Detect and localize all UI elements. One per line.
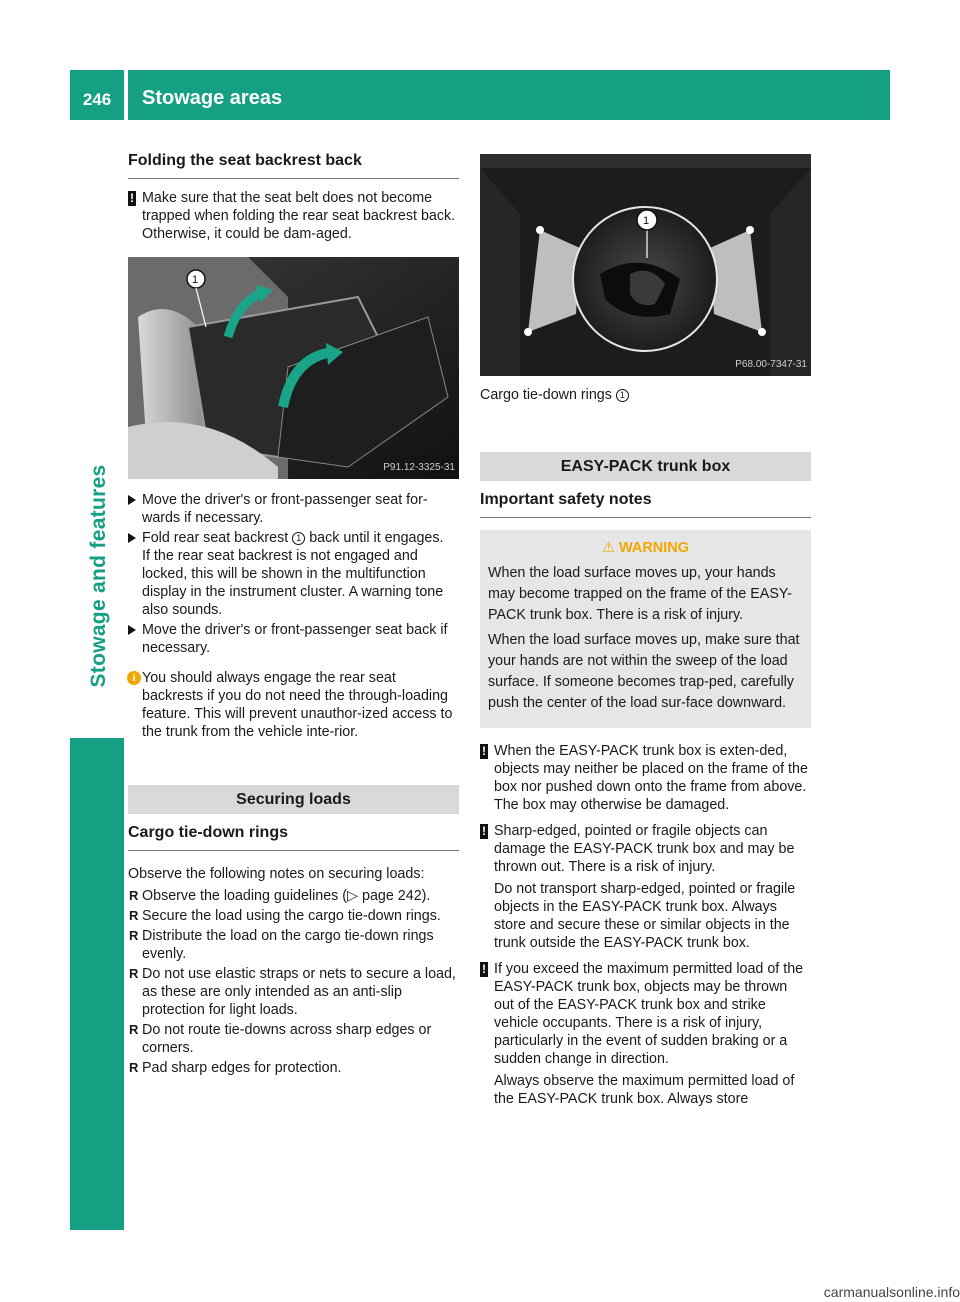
- bullet-icon: R: [129, 928, 139, 943]
- bullet-icon: R: [129, 1060, 139, 1075]
- list-item: R Pad sharp edges for protection.: [129, 1060, 342, 1076]
- right-column: [480, 152, 811, 1108]
- caution-note-fold: ! Make sure that the seat belt does not become trapped when folding the rear seat backrest back. Otherwise, it could be dam-aged.: [130, 190, 456, 242]
- step-arrow-icon: [128, 625, 136, 635]
- step-move-seat-forward: Move the driver's or front-passenger seat for-wards if necessary.: [128, 491, 459, 527]
- observe-intro: Observe the following notes on securing loads:: [128, 866, 425, 882]
- securing-list: [128, 887, 459, 1077]
- side-tab-label: Stowage and features: [87, 464, 110, 688]
- step-move-seat-back: Move the driver's or front-passenger seat back if necessary.: [128, 621, 459, 657]
- list-item: R Secure the load using the cargo tie-down rings.: [129, 908, 441, 924]
- caution-note-sharp-detail: Do not transport sharp-edged, pointed or fragile objects in the EASY-PACK trunk box. Always store and secure these or similar objects in the trunk outside the EASY-PACK trunk box.: [494, 881, 796, 951]
- left-column: [128, 152, 459, 1079]
- warning-text-1: When the load surface moves up, your hands may become trapped on the frame of the EASY-PACK trunk box. There is a risk of injury.: [488, 565, 792, 623]
- info-note: i You should always engage the rear seat backrests if you do not need the through-loading feature. This will prevent unauthor-ized access to the trunk from the vehicle inte-rior.: [128, 669, 459, 741]
- heading-folding: Folding the seat backrest back: [128, 152, 459, 179]
- step-arrow-icon: [128, 533, 136, 543]
- warning-triangle-icon: ⚠: [601, 540, 615, 556]
- caution-icon: !: [130, 191, 134, 205]
- image1-callout: 1: [192, 274, 199, 286]
- caution-icon: !: [482, 824, 486, 838]
- step-arrow-icon: [128, 495, 136, 505]
- page-title: Stowage areas: [128, 70, 890, 120]
- bullet-icon: R: [129, 966, 139, 981]
- list-item: R Distribute the load on the cargo tie-down rings evenly.: [129, 928, 434, 962]
- cargo-rings-photo: [480, 154, 811, 376]
- bullet-icon: R: [129, 1022, 139, 1037]
- caution-note-load: ! If you exceed the maximum permitted load of the EASY-PACK trunk box, objects may be thrown out of the EASY-PACK trunk box and strike vehicle occupants. There is a risk of injury, particularly in the event of sudden braking or a sudden change in direction. Always observe the maximum permitted load of the EASY-PACK trunk box. Always store: [480, 960, 811, 1108]
- caution-note-sharp: ! Sharp-edged, pointed or fragile objects can damage the EASY-PACK trunk box and may be thrown out. There is a risk of injury. Do not transport sharp-edged, pointed or fragile objects in the EASY-PACK trunk box. Always store and secure these or similar objects in the trunk outside the EASY-PACK trunk box.: [480, 822, 811, 952]
- list-item: R Do not route tie-downs across sharp edges or corners.: [129, 1022, 432, 1056]
- list-item: R Observe the loading guidelines (▷ page 242).: [129, 888, 431, 904]
- caution-note-extended: ! When the EASY-PACK trunk box is exten-ded, objects may neither be placed on the frame of the box nor pushed down onto the frame from above. The box may otherwise be damaged.: [482, 743, 808, 813]
- section-securing-loads: Securing loads: [128, 785, 459, 814]
- callout-1-icon: 1: [292, 532, 305, 545]
- bullet-icon: R: [129, 908, 139, 923]
- step-fold-backrest: Fold rear seat backrest 1 back until it engages. If the rear seat backrest is not engaged and locked, this will be shown in the multifunction display in the instrument cluster. A warning tone also sounds.: [128, 529, 459, 619]
- image2-code: P68.00-7347-31: [735, 359, 807, 370]
- footer-site: carmanualsonline.info: [823, 1284, 960, 1300]
- section-easy-pack: EASY-PACK trunk box: [480, 452, 811, 481]
- warning-title: ⚠ WARNING: [601, 540, 690, 556]
- rear-seat-photo: [128, 257, 459, 479]
- warning-box: [480, 530, 811, 728]
- warning-text-2: When the load surface moves up, make sure that your hands are not within the sweep of the load surface. If someone becomes trap-ped, carefully push the center of the load sur-face downward.: [488, 632, 800, 711]
- step-fold-detail: If the rear seat backrest is not engaged and locked, this will be shown in the multifunction display in the instrument cluster. A warning tone also sounds.: [142, 548, 444, 618]
- caution-icon: !: [482, 744, 486, 758]
- heading-cargo-rings: Cargo tie-down rings: [128, 824, 459, 851]
- image2-callout: 1: [643, 215, 650, 227]
- list-item: R Do not use elastic straps or nets to secure a load, as these are only intended as an anti-slip protection for light loads.: [129, 966, 456, 1018]
- callout-1-icon: 1: [616, 389, 629, 402]
- heading-safety-notes: Important safety notes: [480, 491, 811, 518]
- caution-icon: !: [482, 962, 486, 976]
- image-caption: Cargo tie-down rings 1: [480, 386, 811, 404]
- info-icon: i: [127, 671, 141, 685]
- bullet-icon: R: [129, 888, 139, 903]
- caution-note-load-detail: Always observe the maximum permitted load of the EASY-PACK trunk box. Always store: [494, 1073, 795, 1107]
- side-tab-marker: [70, 738, 124, 1230]
- page-number: 246: [70, 70, 124, 120]
- cargo-rings-illustration: [480, 154, 811, 376]
- image1-code: P91.12-3325-31: [383, 462, 455, 473]
